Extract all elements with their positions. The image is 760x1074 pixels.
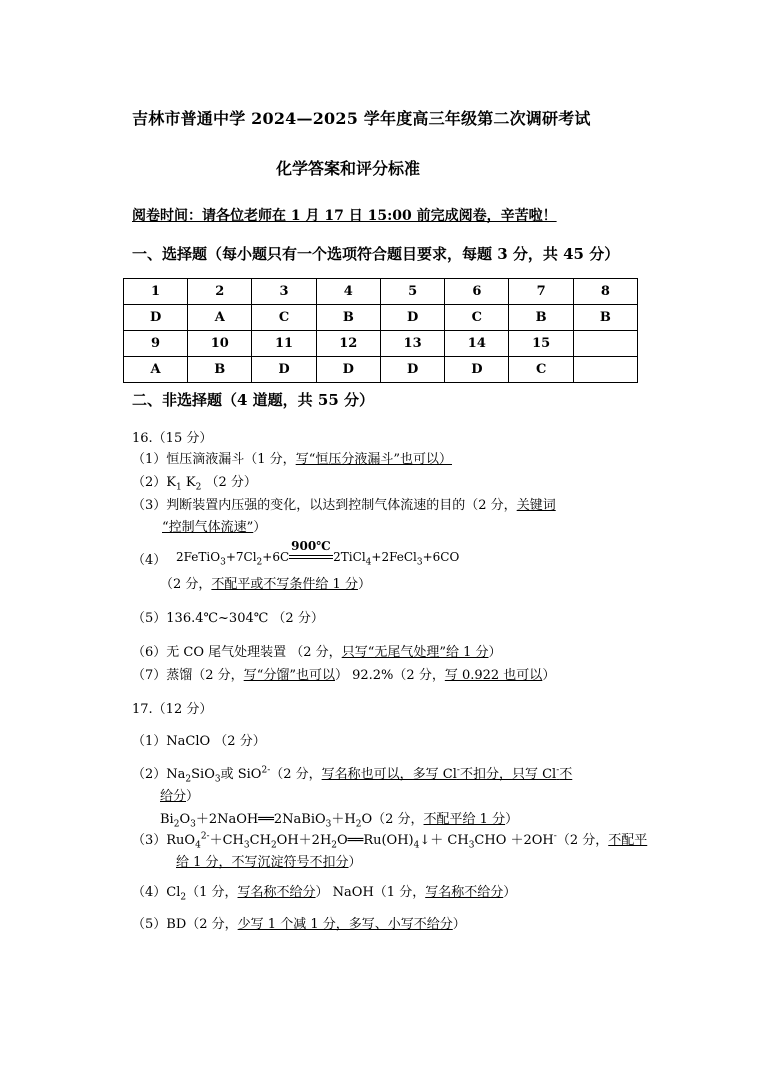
q16-answer-4-label: （4） (132, 553, 167, 568)
table-cell (573, 331, 637, 357)
q17-answer-4: $(4)Cl_2(1$ 分，写名称不给分） NaOH（1 分，写名称不给分） (132, 885, 517, 903)
q16-equation: $2FeTiO_3+7Cl_2+6C$ 900℃ 2TiCl$_4$+2FeCl$_3$+6CO (176, 538, 460, 568)
table-cell: C (445, 305, 509, 331)
table-cell (573, 357, 637, 383)
table-cell: 13 (380, 331, 444, 357)
table-cell: 12 (316, 331, 380, 357)
table-cell: A (124, 357, 188, 383)
section-2-heading: 二、非选择题（4 道题，共 55 分） (132, 391, 374, 409)
q17-answer-5: （5）BD（2 分，少写 1 个减 1 分，多写、小写不给分） (132, 917, 466, 932)
q17-answer-2-cont: 给分） (160, 789, 200, 804)
table-cell: 1 (124, 279, 188, 305)
q16-answer-3: （3）判断装置内压强的变化，以达到控制气体流速的目的（2 分，关键词 (132, 498, 556, 513)
table-row (124, 357, 638, 383)
table-cell: 9 (124, 331, 188, 357)
table-row (124, 305, 638, 331)
table-cell: 8 (573, 279, 637, 305)
q17-answer-2: $(2)Na_2SiO_3$或 SiO$^{2-}$（2 分，写名称也可以，多写 Cl-不扣分，只写 Cl-不 (132, 765, 573, 785)
table-cell: C (509, 357, 573, 383)
table-cell: B (316, 305, 380, 331)
table-cell: 5 (380, 279, 444, 305)
q17-answer-1: （1）NaClO （2 分） (132, 734, 266, 749)
table-cell: D (380, 357, 444, 383)
table-cell: D (445, 357, 509, 383)
table-row (124, 331, 638, 357)
table-cell: B (509, 305, 573, 331)
table-cell: D (316, 357, 380, 383)
table-cell: 4 (316, 279, 380, 305)
q16-answer-4-note: （2 分，不配平或不写条件给 1 分） (160, 577, 371, 592)
q17-answer-2-equation: $Bi_2O_3+2NaOH══2NaBiO_3+H_2O(2$ 分，不配平给 1 分） (160, 812, 519, 830)
section-1-heading: 一、选择题（每小题只有一个选项符合题目要求，每题 3 分，共 45 分） (132, 245, 620, 263)
table-cell: 14 (445, 331, 509, 357)
q16-answer-2: $(2)K_1$ $K_2$ （2 分） (132, 475, 257, 493)
table-cell: 2 (188, 279, 252, 305)
table-row (124, 279, 638, 305)
answer-key-subtitle: 化学答案和评分标准 (276, 159, 421, 178)
q17-answer-3-cont: 给 1 分，不写沉淀符号不扣分） (176, 855, 362, 870)
q16-answer-6: （6）无 CO 尾气处理装置 （2 分，只写“无尾气处理”给 1 分） (132, 645, 502, 660)
q17-heading: 17.（12 分） (132, 702, 213, 717)
exam-title: 吉林市普通中学 2024—2025 学年度高三年级第二次调研考试 (132, 109, 591, 128)
table-cell: B (188, 357, 252, 383)
table-cell: C (252, 305, 316, 331)
q16-answer-3-cont: “控制气体流速”） (162, 520, 267, 535)
q16-heading: 16.（15 分） (132, 431, 213, 446)
q16-answer-1: （1）恒压滴液漏斗（1 分，写“恒压分液漏斗”也可以） (132, 452, 452, 467)
table-cell: B (573, 305, 637, 331)
table-cell: D (380, 305, 444, 331)
table-cell: 11 (252, 331, 316, 357)
table-cell: D (252, 357, 316, 383)
table-cell: 10 (188, 331, 252, 357)
table-cell: 7 (509, 279, 573, 305)
table-cell: D (124, 305, 188, 331)
answer-table (123, 278, 638, 383)
q17-answer-3: $(3)RuO_4^{2-}+CH_3CH_2OH+2H_2O══Ru(OH)_4↓+ CH_3CHO +2OH^-(2$ 分，不配平 (132, 831, 648, 851)
q16-answer-7: （7）蒸馏（2 分，写“分馏”也可以） 92.2%（2 分，写 0.922 也可以） (132, 668, 556, 683)
reaction-condition: 900℃ (291, 538, 331, 553)
q16-answer-5: （5）136.4℃~304℃ （2 分） (132, 611, 324, 626)
grading-notice: 阅卷时间：请各位老师在 1 月 17 日 15:00 前完成阅卷，辛苦啦！ (132, 208, 557, 224)
table-cell: A (188, 305, 252, 331)
table-cell: 6 (445, 279, 509, 305)
table-cell: 15 (509, 331, 573, 357)
table-cell: 3 (252, 279, 316, 305)
